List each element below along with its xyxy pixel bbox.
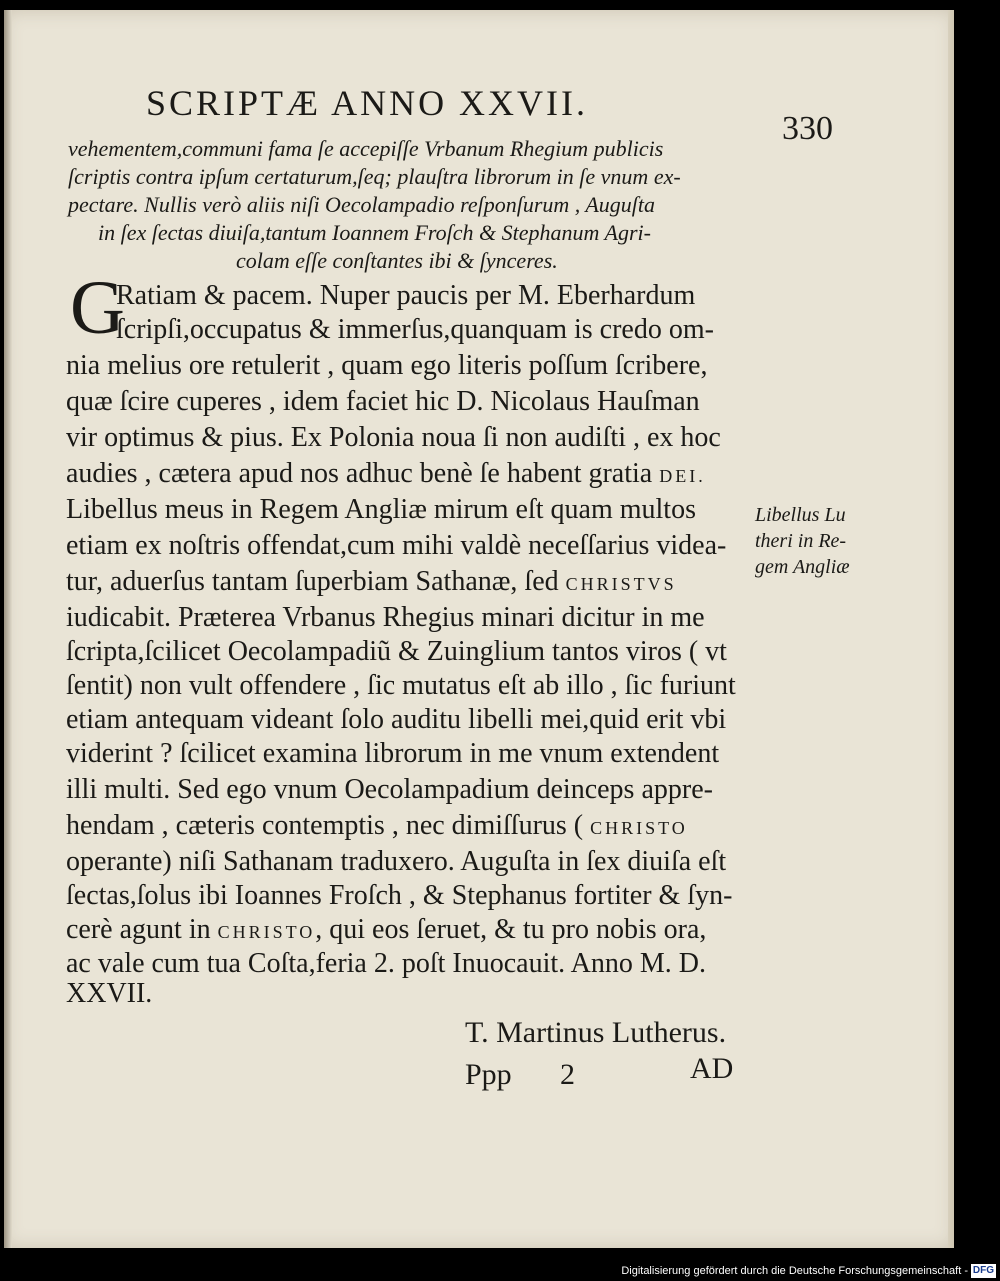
running-head: SCRIPTÆ ANNO XXVII. bbox=[146, 83, 589, 123]
body-line: quæ ſcire cuperes , idem faciet hic D. Nicolaus Hauſman bbox=[66, 386, 700, 417]
body-line-text: audies , cætera apud nos adhuc benè ſe habent gratia bbox=[66, 458, 653, 489]
body-line-text: tur, aduerſus tantam ſuperbiam Sathanæ, ſed bbox=[66, 566, 559, 597]
body-line: ſcripta,ſcilicet Oecolampadiũ & Zuinglium tantos viros ( vt bbox=[66, 636, 727, 667]
footer-credit: Digitalisierung gefördert durch die Deutsche Forschungsgemeinschaft - bbox=[621, 1265, 968, 1277]
summary-line: ſcriptis contra ipſum certaturum,ſeq; plauſtra librorum in ſe vnum ex- bbox=[68, 164, 681, 189]
page-spine-shadow bbox=[4, 10, 12, 1248]
body-line bbox=[66, 914, 706, 946]
page-number: 330 bbox=[782, 110, 833, 147]
body-line: illi multi. Sed ego vnum Oecolampadium deinceps appre- bbox=[66, 774, 713, 805]
summary-line: vehementem,communi fama ſe accepiſſe Vrbanum Rhegium publicis bbox=[68, 136, 664, 161]
summary-line: pectare. Nullis verò aliis niſi Oecolampadio reſponſurum , Auguſta bbox=[68, 192, 656, 217]
body-line: ſentit) non vult offendere , ſic mutatus eſt ab illo , ſic furiunt bbox=[66, 670, 736, 701]
body-line-text: hendam , cæteris contemptis , nec dimiſſurus ( bbox=[66, 810, 584, 841]
margin-note-line: Libellus Lu bbox=[755, 504, 846, 526]
body-line: operante) niſi Sathanam traduxero. Auguſta in ſex diuiſa eſt bbox=[66, 846, 727, 877]
body-line: XXVII. bbox=[66, 978, 153, 1009]
margin-note-line: theri in Re- bbox=[755, 530, 847, 552]
small-caps-dei: DEI. bbox=[659, 466, 706, 486]
summary-line: colam eſſe conſtantes ibi & ſynceres. bbox=[236, 248, 558, 273]
body-line: etiam ex noſtris offendat,cum mihi valdè neceſſarius videa- bbox=[66, 530, 727, 561]
catchword: AD bbox=[690, 1052, 734, 1085]
footer-bar bbox=[0, 1262, 1000, 1281]
body-line bbox=[66, 566, 677, 598]
body-line: ſcripſi,occupatus & immerſus,quanquam is credo om- bbox=[116, 314, 714, 345]
body-line: etiam antequam videant ſolo auditu libelli mei,quid erit vbi bbox=[66, 704, 727, 735]
signature-number: 2 bbox=[560, 1058, 575, 1091]
body-line: viderint ? ſcilicet examina librorum in me vnum extendent bbox=[66, 738, 720, 769]
body-line-text: cerè agunt in bbox=[66, 914, 211, 945]
body-line: iudicabit. Præterea Vrbanus Rhegius minari dicitur in me bbox=[66, 602, 705, 633]
small-caps-christo: CHRISTO bbox=[590, 818, 688, 838]
body-line bbox=[66, 458, 706, 490]
body-line: ac vale cum tua Coſta,feria 2. poſt Inuocauit. Anno M. D. bbox=[66, 948, 706, 979]
dfg-logo: DFG bbox=[972, 1265, 994, 1276]
body-line: vir optimus & pius. Ex Polonia noua ſi non audiſti , ex hoc bbox=[66, 422, 721, 453]
drop-cap: G bbox=[70, 266, 125, 350]
signature-mark: Ppp bbox=[465, 1058, 512, 1091]
body-line bbox=[66, 810, 688, 842]
margin-note-line: gem Angliæ bbox=[755, 556, 850, 578]
signature: T. Martinus Lutherus. bbox=[465, 1016, 727, 1049]
body-line: Ratiam & pacem. Nuper paucis per M. Eberhardum bbox=[116, 280, 696, 311]
body-line-text: , qui eos ſeruet, & tu pro nobis ora, bbox=[315, 914, 707, 945]
body-line: nia melius ore retulerit , quam ego literis poſſum ſcribere, bbox=[66, 350, 708, 381]
small-caps-christus: CHRISTVS bbox=[565, 574, 677, 594]
summary-line: in ſex ſectas diuiſa,tantum Ioannem Froſch & Stephanum Agri- bbox=[98, 220, 651, 245]
small-caps-christo-inline: CHRISTO bbox=[217, 922, 316, 942]
body-line: Libellus meus in Regem Angliæ mirum eſt quam multos bbox=[66, 494, 696, 525]
body-line: ſectas,ſolus ibi Ioannes Froſch , & Stephanus fortiter & ſyn- bbox=[66, 880, 733, 911]
